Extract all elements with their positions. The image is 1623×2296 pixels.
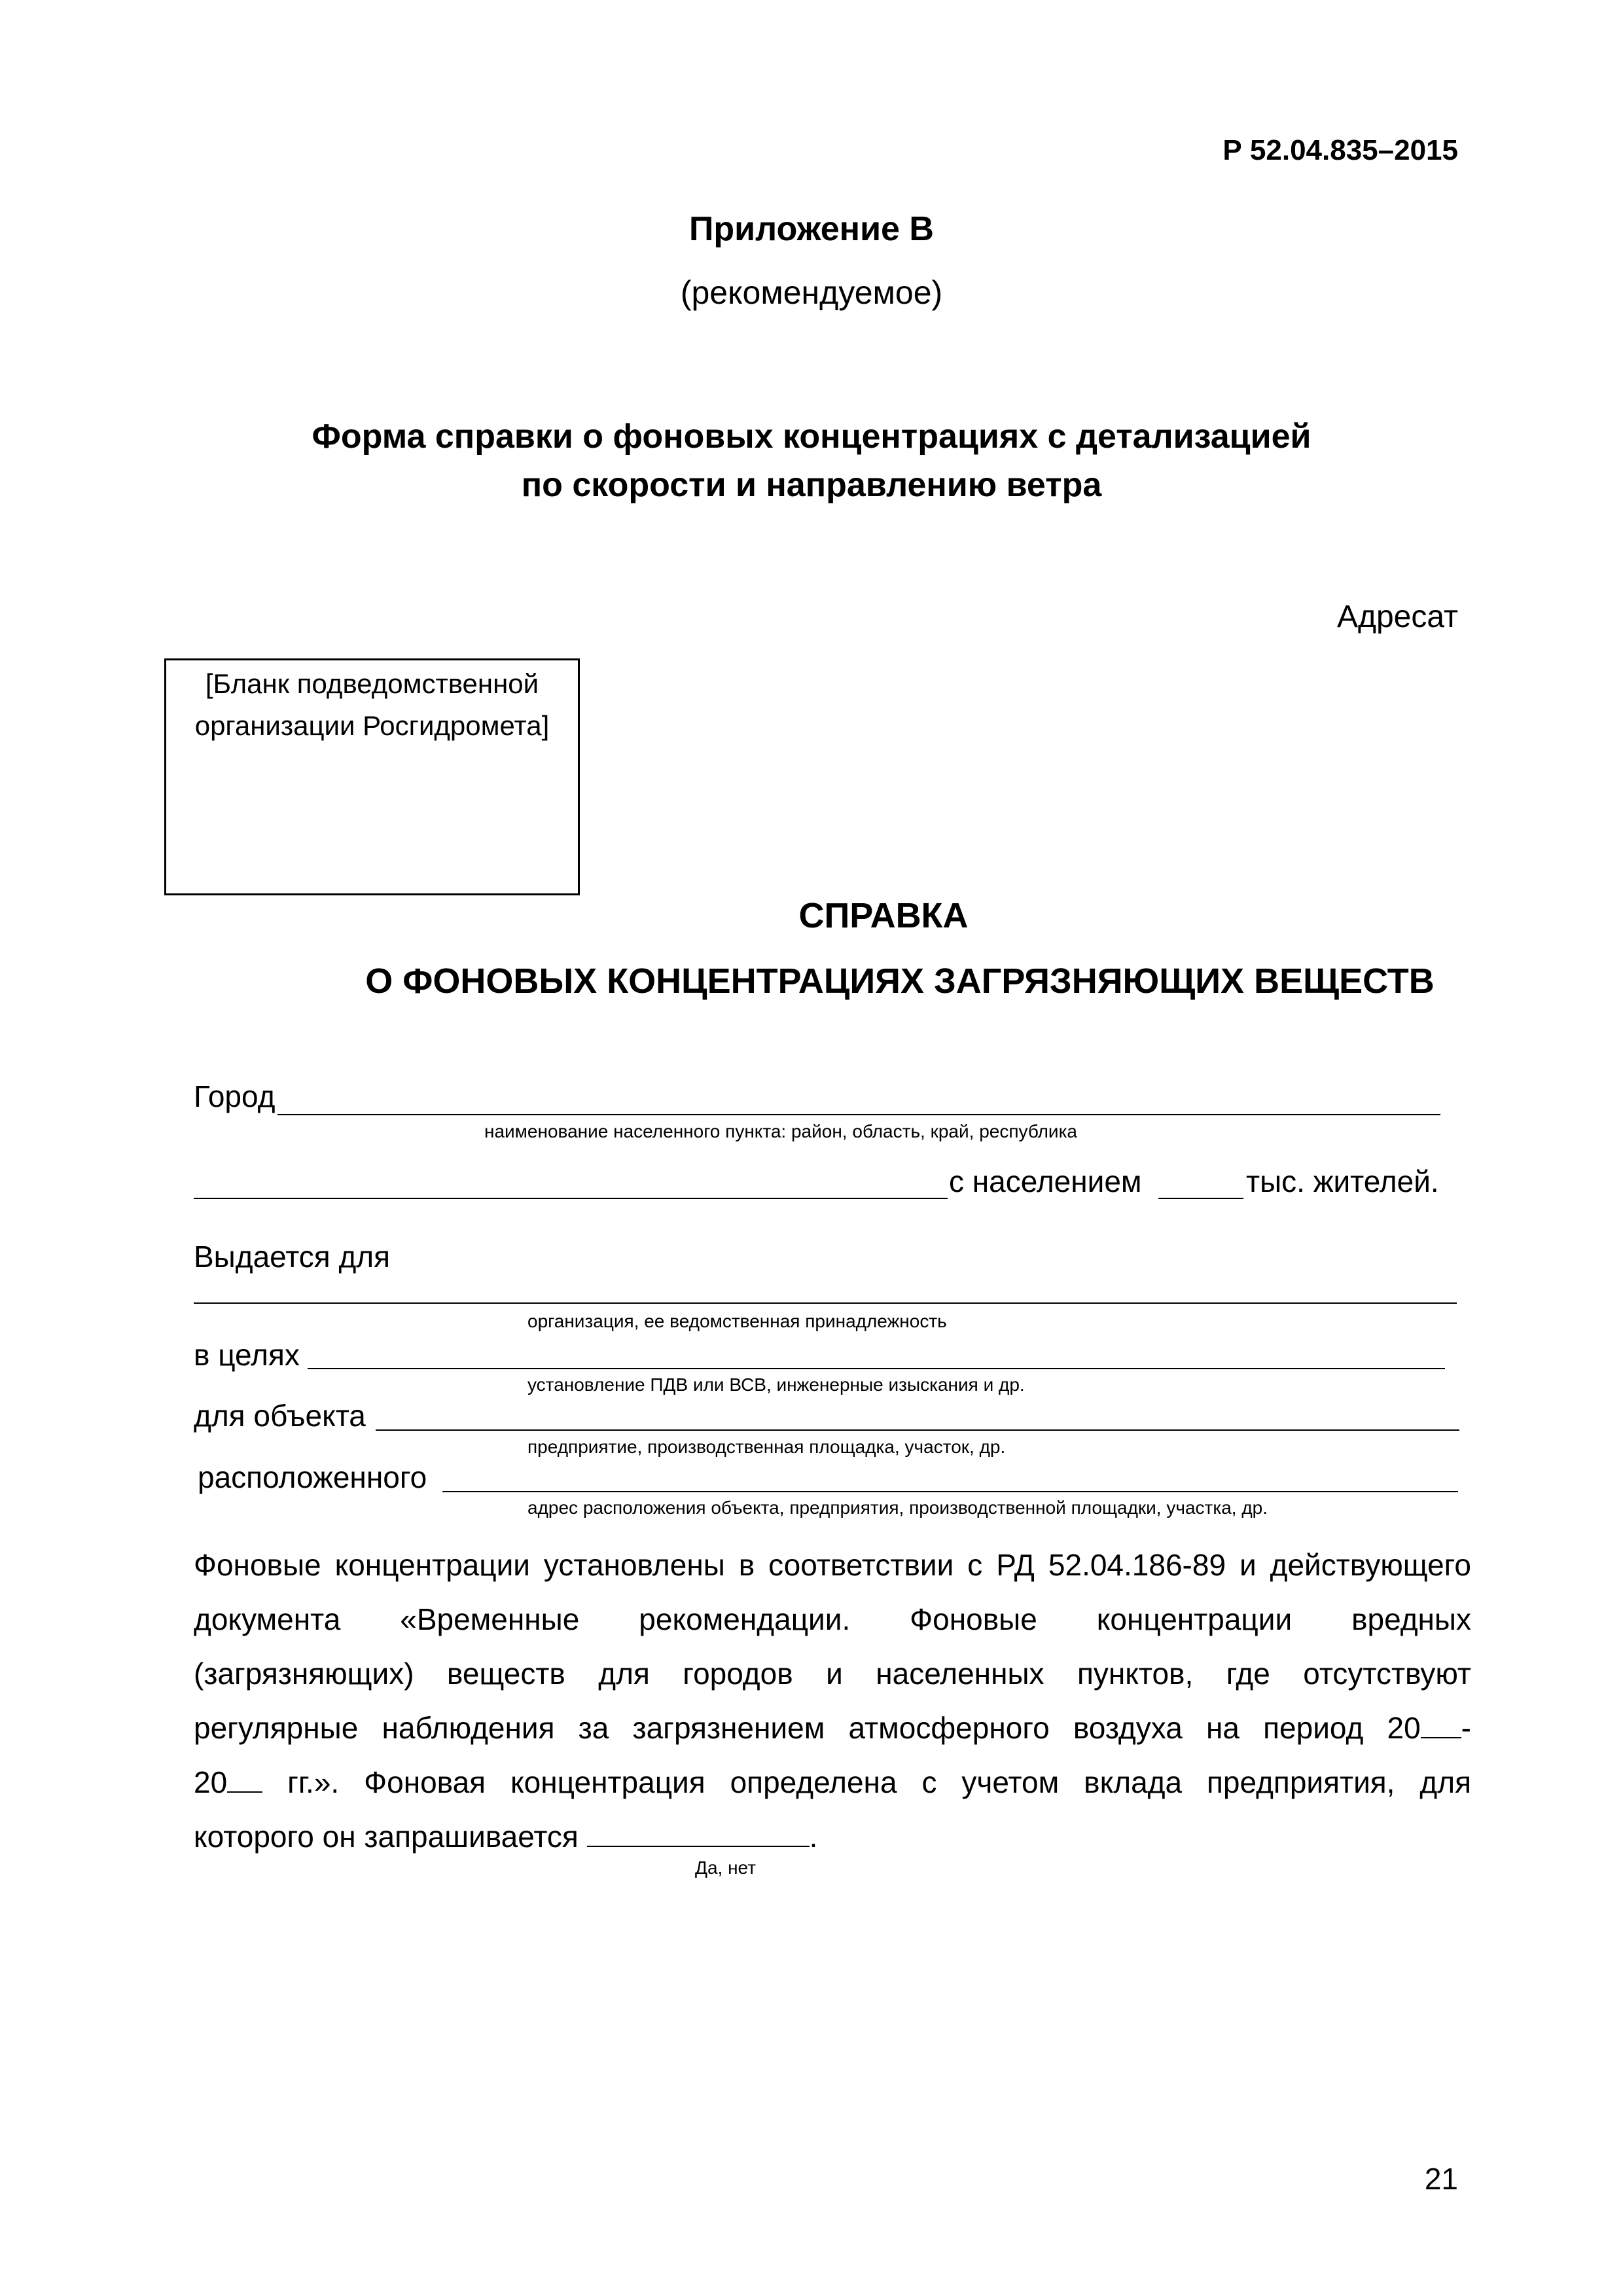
appendix-title: Приложение В xyxy=(689,210,934,248)
enterprise-contribution-field[interactable] xyxy=(587,1822,810,1847)
paragraph-line-6-text: которого он запрашивается xyxy=(194,1820,587,1854)
background-concentration-paragraph xyxy=(194,1538,1471,1864)
paragraph-line-5-prefix: 20 xyxy=(194,1765,228,1799)
letterhead-line-1: [Бланк подведомственной xyxy=(205,668,539,699)
certificate-subtitle: О ФОНОВЫХ КОНЦЕНТРАЦИЯХ ЗАГРЯЗНЯЮЩИХ ВЕЩЕСТВ xyxy=(365,961,1435,1001)
form-title-line-2: по скорости и направлению ветра xyxy=(521,466,1102,504)
form-title xyxy=(0,412,1623,509)
purpose-label: в целях xyxy=(194,1338,300,1372)
paragraph-line-2: документа «Временные рекомендации. Фоновые концентрации вредных xyxy=(194,1602,1471,1636)
purpose-hint: установление ПДВ или ВСВ, инженерные изыскания и др. xyxy=(527,1374,1025,1395)
purpose-field[interactable] xyxy=(308,1368,1445,1369)
paragraph-line-4-text: регулярные наблюдения за загрязнением атмосферного воздуха на период 20 xyxy=(194,1711,1421,1745)
letterhead-placeholder-box xyxy=(164,658,580,895)
issued-for-label: Выдается для xyxy=(194,1240,391,1274)
certificate-title: СПРАВКА xyxy=(798,896,969,935)
object-label: для объекта xyxy=(194,1399,366,1433)
standard-number: Р 52.04.835–2015 xyxy=(1222,134,1458,166)
addressee-label: Адресат xyxy=(1336,600,1458,634)
issued-for-field[interactable] xyxy=(194,1302,1457,1304)
period-start-year-field[interactable] xyxy=(1421,1713,1461,1738)
appendix-status: (рекомендуемое) xyxy=(680,274,943,311)
paragraph-line-4 xyxy=(194,1701,1471,1755)
issued-for-hint: организация, ее ведомственная принадлежность xyxy=(527,1311,947,1331)
population-field[interactable] xyxy=(1158,1198,1243,1199)
paragraph-line-6-end: . xyxy=(809,1820,818,1854)
paragraph-line-6 xyxy=(194,1810,1471,1864)
object-field[interactable] xyxy=(376,1429,1459,1431)
paragraph-line-4-dash: - xyxy=(1461,1711,1471,1745)
letterhead-line-2: организации Росгидромета] xyxy=(194,710,550,741)
location-label: расположенного xyxy=(198,1460,427,1494)
period-end-year-field[interactable] xyxy=(227,1768,262,1793)
city-field[interactable] xyxy=(277,1114,1440,1115)
city-label: Город xyxy=(194,1079,276,1113)
location-field[interactable] xyxy=(442,1491,1458,1492)
answer-hint: Да, нет xyxy=(695,1857,757,1878)
paragraph-line-5-text: гг.». Фоновая концентрация определена с учетом вклада предприятия, для xyxy=(262,1765,1471,1799)
object-hint: предприятие, производственная площадка, участок, др. xyxy=(527,1437,1006,1457)
region-field[interactable] xyxy=(194,1198,948,1199)
form-title-line-1: Форма справки о фоновых концентрациях с детализацией xyxy=(312,418,1311,456)
paragraph-line-5 xyxy=(194,1755,1471,1810)
city-hint: наименование населенного пункта: район, область, край, республика xyxy=(484,1121,1078,1141)
paragraph-line-3: (загрязняющих) веществ для городов и населенных пунктов, где отсутствуют xyxy=(194,1657,1471,1691)
location-hint: адрес расположения объекта, предприятия, производственной площадки, участка, др. xyxy=(527,1498,1268,1518)
page-number: 21 xyxy=(1424,2162,1458,2196)
paragraph-line-1: Фоновые концентрации установлены в соответствии с РД 52.04.186-89 и действующего xyxy=(194,1548,1471,1582)
population-suffix: тыс. жителей. xyxy=(1246,1164,1439,1198)
population-prefix: с населением xyxy=(949,1164,1142,1198)
